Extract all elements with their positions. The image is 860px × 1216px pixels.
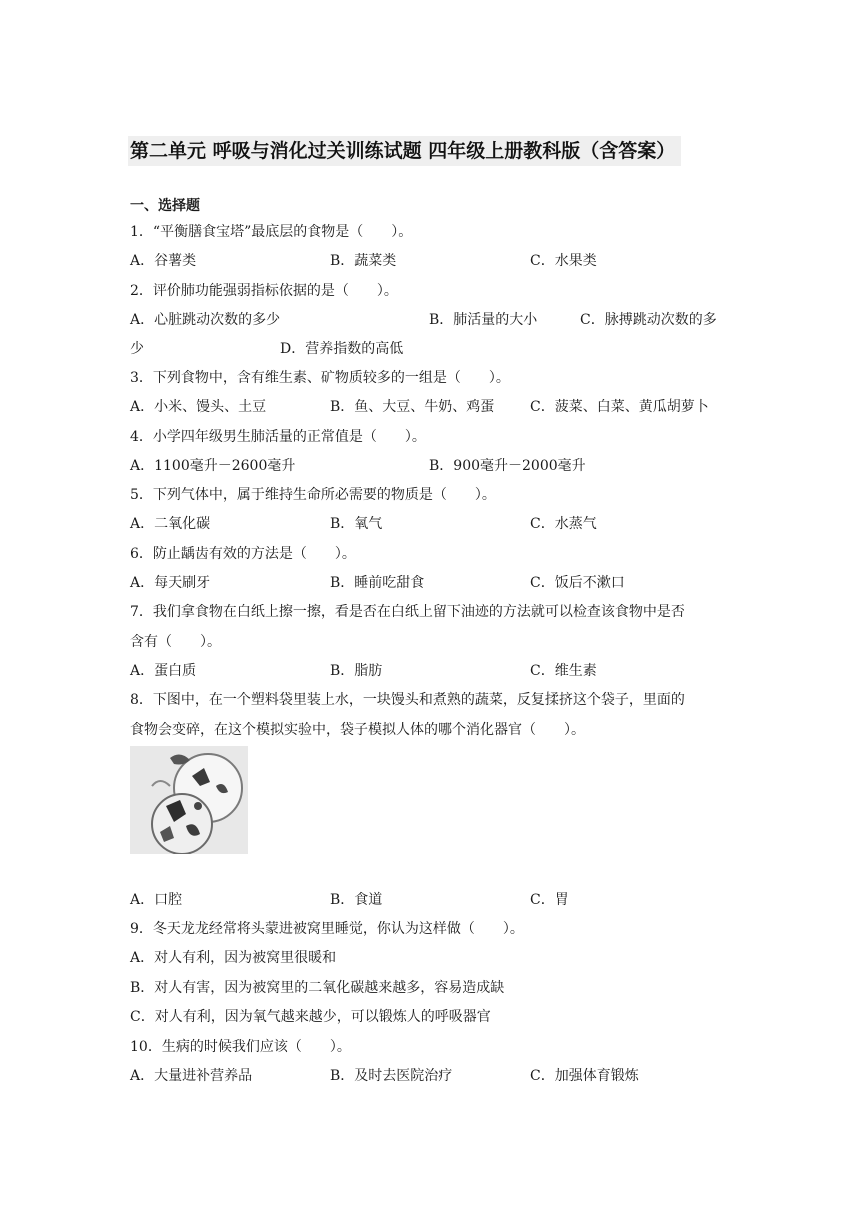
question-stem: 10．生病的时候我们应该（ ）。 [130,1039,351,1055]
question-stem: 7．我们拿食物在白纸上擦一擦，看是否在白纸上留下油迹的方法就可以检查该食物中是否 [130,604,685,620]
option-continued: 少 [130,341,144,357]
option: B．睡前吃甜食 [330,575,425,591]
question-stem-continued: 含有（ ）。 [130,634,221,650]
option: A．小米、馒头、土豆 [130,399,267,415]
option: A．谷薯类 [130,253,197,269]
plastic-bag-illustration [130,746,248,854]
option: B．及时去医院治疗 [330,1068,453,1084]
option: C．维生素 [530,663,597,679]
question-stem: 3．下列食物中，含有维生素、矿物质较多的一组是（ ）。 [130,370,510,386]
option: C．水蒸气 [530,516,597,532]
question-stem: 8．下图中，在一个塑料袋里装上水，一块馒头和煮熟的蔬菜，反复揉挤这个袋子，里面的 [130,692,685,708]
question-stem: 4．小学四年级男生肺活量的正常值是（ ）。 [130,429,426,445]
option: C．胃 [530,892,569,908]
option: A．心脏跳动次数的多少 [130,312,281,328]
option: D．营养指数的高低 [280,341,404,357]
option: A．1100毫升－2600毫升 [130,458,296,474]
option: C．对人有利，因为氧气越来越少，可以锻炼人的呼吸器官 [130,1009,491,1025]
option: C．加强体育锻炼 [530,1068,639,1084]
option: B．900毫升－2000毫升 [429,458,586,474]
option: B．氧气 [330,516,383,532]
question-stem: 2．评价肺功能强弱指标依据的是（ ）。 [130,283,398,299]
question-stem: 5．下列气体中，属于维持生命所必需要的物质是（ ）。 [130,487,496,503]
option: C．饭后不漱口 [530,575,625,591]
option: A．蛋白质 [130,663,197,679]
question-stem: 9．冬天龙龙经常将头蒙进被窝里睡觉，你认为这样做（ ）。 [130,921,524,937]
option: B．鱼、大豆、牛奶、鸡蛋 [330,399,495,415]
page-title: 第二单元 呼吸与消化过关训练试题 四年级上册教科版（含答案） [128,136,681,166]
question-stem: 1．“平衡膳食宝塔”最底层的食物是（ ）。 [130,224,413,240]
option: B．对人有害，因为被窝里的二氧化碳越来越多，容易造成缺 [130,980,505,996]
option: B．脂肪 [330,663,383,679]
option: C．脉搏跳动次数的多 [580,312,717,328]
question-stem-continued: 食物会变碎，在这个模拟实验中，袋子模拟人体的哪个消化器官（ ）。 [130,722,585,738]
option: A．每天刷牙 [130,575,211,591]
plastic-bag-figure [130,746,248,854]
question-stem: 6．防止龋齿有效的方法是（ ）。 [130,546,356,562]
section-heading: 一、选择题 [130,198,200,214]
option: A．口腔 [130,892,183,908]
option: A．大量进补营养品 [130,1068,253,1084]
option: A．二氧化碳 [130,516,211,532]
option: C．菠菜、白菜、黄瓜胡萝卜 [530,399,709,415]
option: B．蔬菜类 [330,253,397,269]
option: B．肺活量的大小 [429,312,538,328]
option: B．食道 [330,892,383,908]
option: C．水果类 [530,253,597,269]
option: A．对人有利，因为被窝里很暖和 [130,950,337,966]
